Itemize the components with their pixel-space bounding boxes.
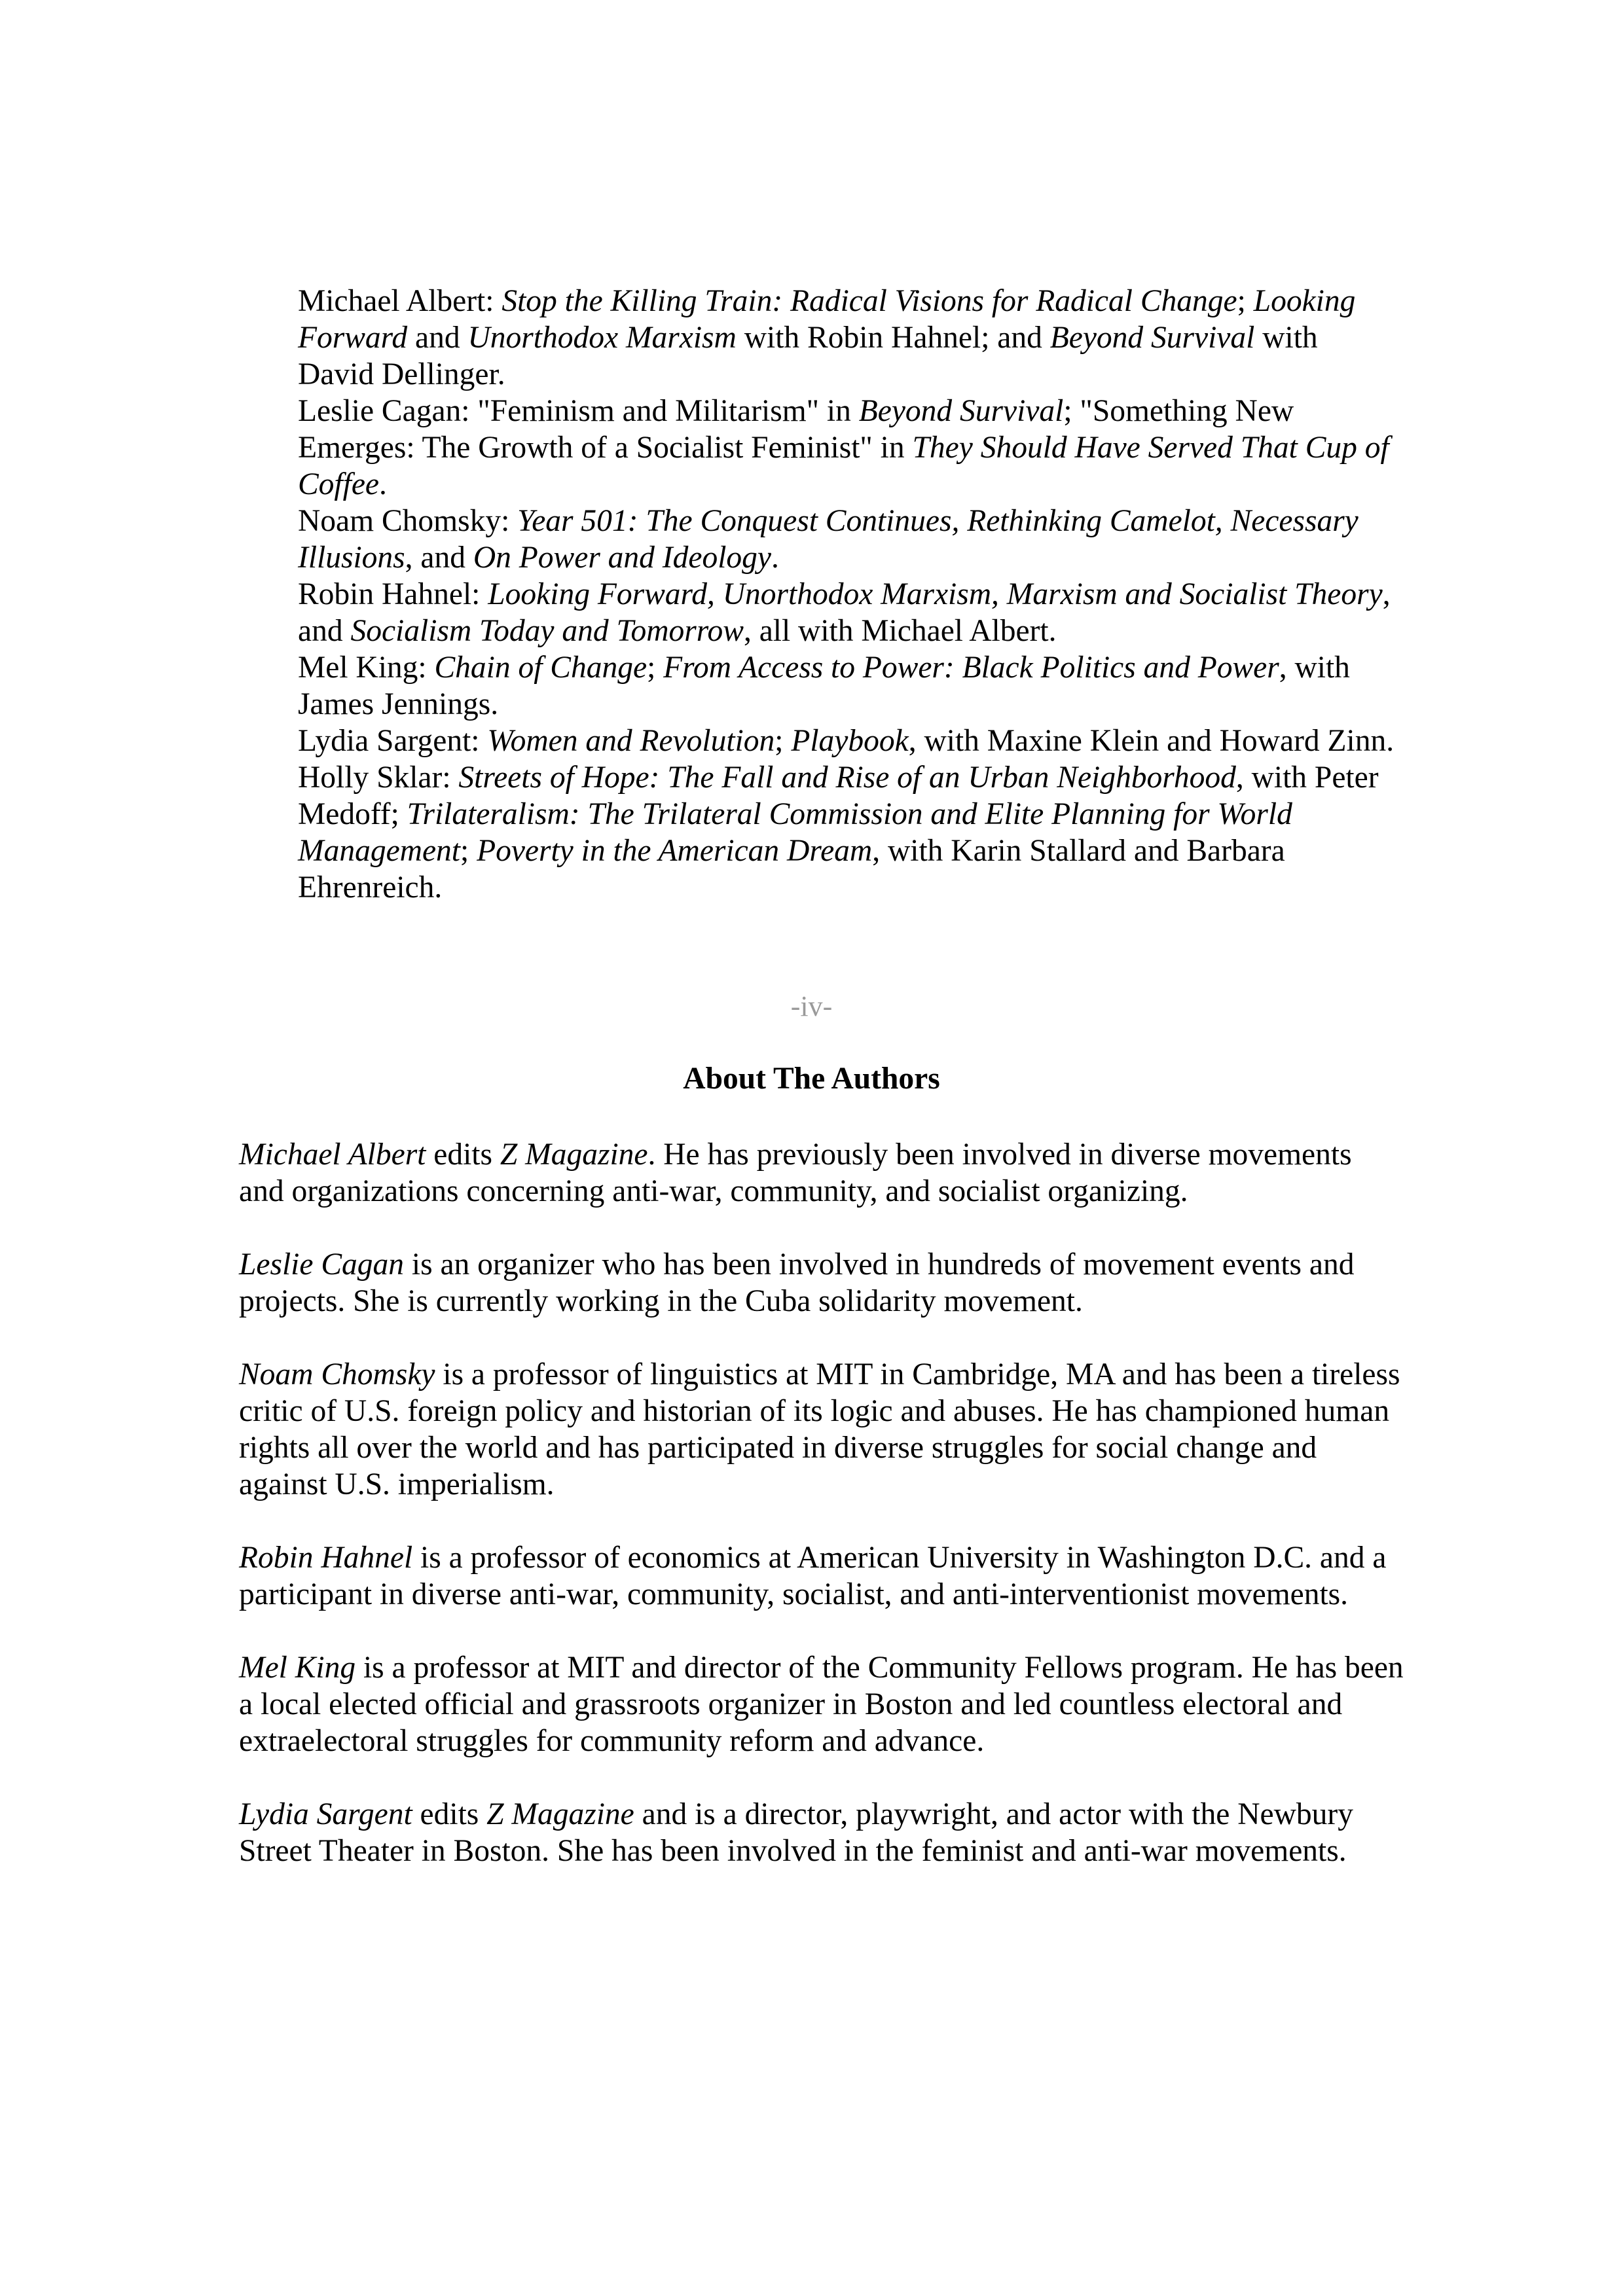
bib-text: ; (1237, 284, 1246, 318)
bib-author: Leslie Cagan: "Feminism and Militarism" in (298, 394, 851, 428)
bib-entry-sklar (298, 759, 1398, 906)
bib-title: Stop the Killing Train: Radical Visions for Radical Change (501, 284, 1237, 318)
author-bios (239, 1136, 1404, 1906)
section-title: About The Authors (683, 1062, 940, 1096)
bib-text: , all with Michael Albert. (743, 614, 1057, 648)
bib-text: ; "Something New Emerges: The Growth of a Socialist Feminist" in (298, 394, 1294, 465)
bib-text: , and (405, 541, 465, 575)
bio-text: is a professor of economics at American University in Washington D.C. and a participant in diverse anti-war, community, socialist, and anti-interventionist movements. (239, 1541, 1387, 1611)
bib-text: . (379, 467, 387, 501)
bib-title: Playbook (791, 724, 909, 758)
bib-title: Looking Forward, Unorthodox Marxism, Marxism and Socialist Theory (488, 577, 1383, 611)
bib-entry-king (298, 649, 1398, 723)
bib-title: Beyond Survival (1049, 321, 1255, 355)
bio-text: and is a director, playwright, and actor with the Newbury Street Theater in Boston. She has been involved in the feminist and anti-war movements. (239, 1797, 1353, 1868)
bio-text: is an organizer who has been involved in hundreds of movement events and projects. She is currently working in the Cuba solidarity movement. (239, 1247, 1355, 1318)
bio-chomsky (239, 1356, 1404, 1503)
bio-text: is a professor at MIT and director of the Community Fellows program. He has been a local elected official and grassroots organizer in Boston and led countless electoral and extraelectoral struggles for community reform and advance. (239, 1651, 1404, 1758)
bib-author: Robin Hahnel: (298, 577, 481, 611)
bib-title: Streets of Hope: The Fall and Rise of an Urban Neighborhood (458, 761, 1236, 795)
bibliography-list (298, 283, 1398, 906)
bio-king (239, 1649, 1404, 1759)
bib-title: Women and Revolution (487, 724, 775, 758)
bib-text: , with Maxine Klein and Howard Zinn. (908, 724, 1395, 758)
bib-title: Poverty in the American Dream (477, 834, 873, 868)
bib-text: ; (775, 724, 784, 758)
bib-text: with Robin Hahnel; and (744, 321, 1042, 355)
bib-entry-albert (298, 283, 1398, 393)
bio-author-name: Noam Chomsky (239, 1357, 435, 1391)
bib-entry-cagan (298, 393, 1398, 503)
bio-author-name: Mel King (239, 1651, 356, 1685)
bio-albert (239, 1136, 1404, 1210)
bib-title: They Should Have Served That Cup of Coffee (298, 431, 1389, 501)
bio-author-name: Robin Hahnel (239, 1541, 413, 1575)
bib-text: , and (298, 577, 1391, 648)
page-number: -iv- (790, 990, 833, 1022)
bio-text: . He has previously been involved in diverse movements and organizations concerning anti-war, community, and socialist organizing. (239, 1138, 1352, 1208)
bio-hahnel (239, 1539, 1404, 1613)
bib-text: with David Dellinger. (298, 321, 1318, 391)
bib-author: Holly Sklar: (298, 761, 451, 795)
bio-author-name: Leslie Cagan (239, 1247, 405, 1282)
bib-author: Noam Chomsky: (298, 504, 510, 538)
bib-entry-hahnel (298, 576, 1398, 649)
bib-entry-chomsky (298, 503, 1398, 576)
bio-publication: Z Magazine (486, 1797, 634, 1831)
bib-text: ; (647, 651, 656, 685)
bib-text: , with Karin Stallard and Barbara Ehrenreich. (298, 834, 1285, 905)
bib-entry-sargent (298, 723, 1398, 759)
bio-sargent (239, 1796, 1404, 1869)
bio-cagan (239, 1246, 1404, 1319)
bib-title: Chain of Change (434, 651, 647, 685)
bio-publication: Z Magazine (500, 1138, 648, 1172)
bib-title: On Power and Ideology (473, 541, 771, 575)
bib-title: Trilateralism: The Trilateral Commission and Elite Planning for World Management (298, 797, 1292, 868)
bib-text: . (771, 541, 779, 575)
bib-text: and (415, 321, 460, 355)
bio-text: is a professor of linguistics at MIT in Cambridge, MA and has been a tireless critic of U.S. foreign policy and historian of its logic and abuses. He has championed human rights all over the world and has participated in diverse struggles for social change and against U.S. imperialism. (239, 1357, 1400, 1501)
bib-text: ; (460, 834, 469, 868)
bib-title: From Access to Power: Black Politics and Power (663, 651, 1279, 685)
bib-author: Michael Albert: (298, 284, 494, 318)
bib-title: Unorthodox Marxism (467, 321, 737, 355)
bib-title: Socialism Today and Tomorrow (350, 614, 744, 648)
bio-text: edits (420, 1797, 479, 1831)
bib-title: Year 501: The Conquest Continues, Rethinking Camelot, Necessary Illusions (298, 504, 1359, 575)
bib-text: , with Peter Medoff; (298, 761, 1379, 831)
bib-title: Beyond Survival (858, 394, 1064, 428)
bib-author: Lydia Sargent: (298, 724, 480, 758)
bib-author: Mel King: (298, 651, 427, 685)
bib-title: Looking Forward (298, 284, 1356, 355)
bib-text: , with James Jennings. (298, 651, 1350, 721)
bio-author-name: Michael Albert (239, 1138, 426, 1172)
bio-text: edits (433, 1138, 492, 1172)
bio-author-name: Lydia Sargent (239, 1797, 412, 1831)
